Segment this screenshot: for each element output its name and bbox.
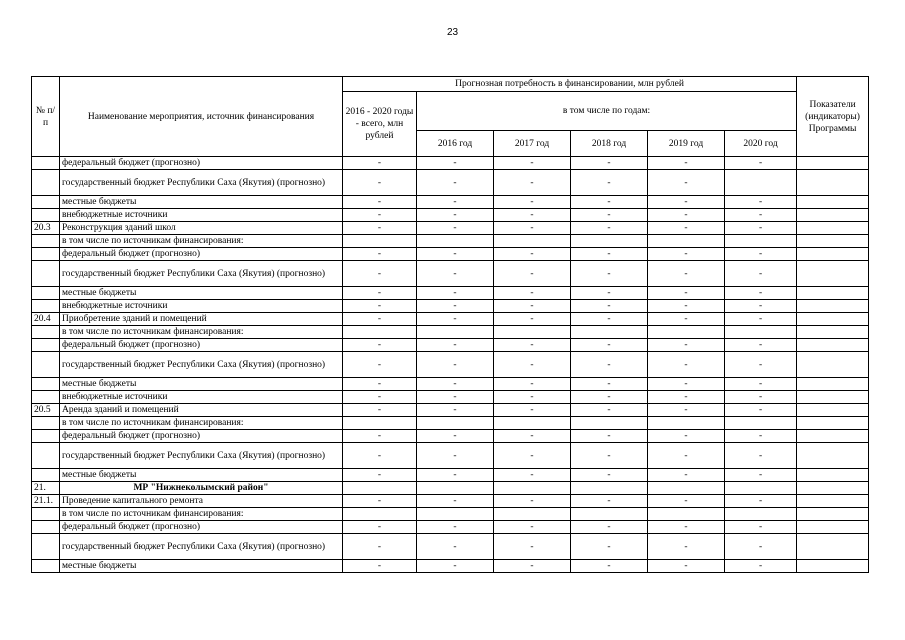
row-year-value: - <box>725 248 797 261</box>
row-year-value: - <box>648 300 725 313</box>
row-year-value: - <box>417 300 494 313</box>
row-year-value: - <box>571 391 648 404</box>
table-header <box>32 77 869 157</box>
row-year-value <box>571 508 648 521</box>
row-number <box>32 300 60 313</box>
row-year-value: - <box>648 261 725 287</box>
row-year-value: - <box>494 391 571 404</box>
row-number <box>32 339 60 352</box>
row-indicator <box>797 391 869 404</box>
row-name: в том числе по источникам финансирования: <box>60 235 343 248</box>
table-row <box>32 391 869 404</box>
row-year-value: - <box>725 391 797 404</box>
row-number <box>32 378 60 391</box>
row-year-value: - <box>648 339 725 352</box>
row-year-value: - <box>571 170 648 196</box>
row-total-value: - <box>343 157 417 170</box>
header-total: 2016 - 2020 годы - всего, млн рублей <box>343 92 417 157</box>
row-year-value: - <box>571 248 648 261</box>
row-name: внебюджетные источники <box>60 300 343 313</box>
row-year-value: - <box>571 352 648 378</box>
row-number <box>32 521 60 534</box>
row-indicator <box>797 326 869 339</box>
row-name: в том числе по источникам финансирования: <box>60 508 343 521</box>
row-name: местные бюджеты <box>60 469 343 482</box>
row-year-value: - <box>571 196 648 209</box>
row-year-value: - <box>648 534 725 560</box>
row-indicator <box>797 287 869 300</box>
row-year-value: - <box>571 339 648 352</box>
row-number <box>32 209 60 222</box>
row-year-value: - <box>494 287 571 300</box>
table-row <box>32 378 869 391</box>
row-indicator <box>797 313 869 326</box>
row-year-value <box>648 326 725 339</box>
row-name: федеральный бюджет (прогнозно) <box>60 248 343 261</box>
row-year-value: - <box>494 339 571 352</box>
row-total-value: - <box>343 443 417 469</box>
row-year-value: - <box>725 339 797 352</box>
header-year: 2019 год <box>648 131 725 157</box>
row-year-value: - <box>648 157 725 170</box>
header-year: 2017 год <box>494 131 571 157</box>
row-year-value: - <box>571 209 648 222</box>
row-name: федеральный бюджет (прогнозно) <box>60 521 343 534</box>
row-year-value: - <box>571 222 648 235</box>
row-year-value: - <box>725 469 797 482</box>
row-number <box>32 391 60 404</box>
row-total-value: - <box>343 170 417 196</box>
row-year-value: - <box>494 560 571 573</box>
row-indicator <box>797 469 869 482</box>
row-year-value: - <box>417 495 494 508</box>
row-year-value: - <box>417 560 494 573</box>
table-row <box>32 417 869 430</box>
row-year-value: - <box>417 287 494 300</box>
row-year-value: - <box>648 391 725 404</box>
row-name: МР "Нижнеколымский район" <box>60 482 343 495</box>
header-year: 2020 год <box>725 131 797 157</box>
row-year-value: - <box>725 534 797 560</box>
row-total-value: - <box>343 352 417 378</box>
row-number: 20.5 <box>32 404 60 417</box>
row-year-value: - <box>494 313 571 326</box>
row-year-value: - <box>417 430 494 443</box>
row-total-value: - <box>343 469 417 482</box>
row-name: в том числе по источникам финансирования: <box>60 417 343 430</box>
table-row <box>32 157 869 170</box>
row-year-value: - <box>571 378 648 391</box>
table-row <box>32 339 869 352</box>
row-year-value: - <box>494 209 571 222</box>
row-year-value: - <box>494 495 571 508</box>
row-indicator <box>797 222 869 235</box>
table-row <box>32 534 869 560</box>
row-indicator <box>797 482 869 495</box>
row-total-value: - <box>343 300 417 313</box>
row-year-value: - <box>725 352 797 378</box>
row-year-value: - <box>648 404 725 417</box>
page-number: 23 <box>446 27 459 38</box>
row-year-value: - <box>417 222 494 235</box>
row-year-value: - <box>725 404 797 417</box>
row-name: внебюджетные источники <box>60 209 343 222</box>
row-indicator <box>797 248 869 261</box>
row-total-value: - <box>343 287 417 300</box>
row-year-value <box>725 417 797 430</box>
row-indicator <box>797 430 869 443</box>
table-row <box>32 443 869 469</box>
row-indicator <box>797 196 869 209</box>
table-row <box>32 469 869 482</box>
row-year-value <box>417 417 494 430</box>
row-year-value: - <box>648 560 725 573</box>
row-year-value: - <box>648 313 725 326</box>
row-number <box>32 170 60 196</box>
row-year-value: - <box>417 391 494 404</box>
row-name: федеральный бюджет (прогнозно) <box>60 157 343 170</box>
row-year-value: - <box>725 209 797 222</box>
row-year-value: - <box>571 521 648 534</box>
row-year-value: - <box>725 560 797 573</box>
row-year-value <box>571 417 648 430</box>
row-number <box>32 469 60 482</box>
row-year-value: - <box>725 196 797 209</box>
row-year-value: - <box>417 469 494 482</box>
row-year-value: - <box>417 521 494 534</box>
row-year-value: - <box>417 378 494 391</box>
row-number: 21. <box>32 482 60 495</box>
row-indicator <box>797 417 869 430</box>
row-number <box>32 430 60 443</box>
row-name: Реконструкция зданий школ <box>60 222 343 235</box>
row-total-value <box>343 417 417 430</box>
row-year-value <box>494 326 571 339</box>
table-row <box>32 261 869 287</box>
row-total-value <box>343 482 417 495</box>
row-year-value: - <box>648 521 725 534</box>
row-total-value: - <box>343 430 417 443</box>
row-indicator <box>797 404 869 417</box>
row-year-value <box>648 482 725 495</box>
row-name: в том числе по источникам финансирования: <box>60 326 343 339</box>
row-indicator <box>797 508 869 521</box>
table-row <box>32 170 869 196</box>
row-total-value: - <box>343 248 417 261</box>
header-by-years: в том числе по годам: <box>417 92 797 131</box>
row-indicator <box>797 209 869 222</box>
row-year-value: - <box>417 534 494 560</box>
row-indicator <box>797 443 869 469</box>
table-row <box>32 313 869 326</box>
row-year-value: - <box>725 261 797 287</box>
row-year-value: - <box>571 157 648 170</box>
row-year-value: - <box>648 430 725 443</box>
row-number <box>32 534 60 560</box>
row-year-value: - <box>648 248 725 261</box>
row-year-value <box>571 235 648 248</box>
row-year-value: - <box>417 313 494 326</box>
row-year-value: - <box>494 430 571 443</box>
row-year-value: - <box>571 430 648 443</box>
row-indicator <box>797 495 869 508</box>
row-total-value: - <box>343 521 417 534</box>
row-year-value <box>417 508 494 521</box>
row-year-value: - <box>648 469 725 482</box>
row-total-value: - <box>343 560 417 573</box>
row-year-value <box>494 482 571 495</box>
row-year-value <box>494 235 571 248</box>
row-name: внебюджетные источники <box>60 391 343 404</box>
row-year-value: - <box>571 560 648 573</box>
row-name: местные бюджеты <box>60 560 343 573</box>
row-year-value: - <box>648 222 725 235</box>
row-number <box>32 196 60 209</box>
table-row <box>32 508 869 521</box>
row-year-value <box>725 326 797 339</box>
row-year-value: - <box>648 287 725 300</box>
row-year-value: - <box>417 404 494 417</box>
row-year-value: - <box>725 378 797 391</box>
header-year: 2016 год <box>417 131 494 157</box>
row-year-value: - <box>571 404 648 417</box>
row-year-value: - <box>648 352 725 378</box>
row-total-value: - <box>343 495 417 508</box>
row-number <box>32 352 60 378</box>
row-total-value: - <box>343 313 417 326</box>
row-year-value <box>417 235 494 248</box>
row-indicator <box>797 261 869 287</box>
row-name: федеральный бюджет (прогнозно) <box>60 430 343 443</box>
row-year-value: - <box>417 170 494 196</box>
row-year-value: - <box>648 378 725 391</box>
row-year-value: - <box>494 170 571 196</box>
row-year-value: - <box>725 443 797 469</box>
row-year-value: - <box>494 352 571 378</box>
table-row <box>32 196 869 209</box>
row-year-value: - <box>648 196 725 209</box>
row-number: 20.4 <box>32 313 60 326</box>
row-total-value: - <box>343 261 417 287</box>
row-year-value: - <box>571 495 648 508</box>
row-year-value <box>725 170 797 196</box>
row-number <box>32 261 60 287</box>
row-year-value <box>725 235 797 248</box>
row-year-value: - <box>417 443 494 469</box>
row-year-value: - <box>494 404 571 417</box>
row-year-value: - <box>417 157 494 170</box>
row-total-value: - <box>343 534 417 560</box>
row-number <box>32 157 60 170</box>
row-year-value: - <box>571 469 648 482</box>
table-row <box>32 404 869 417</box>
row-year-value: - <box>571 313 648 326</box>
row-year-value <box>494 508 571 521</box>
row-year-value: - <box>494 222 571 235</box>
row-year-value: - <box>494 248 571 261</box>
row-name: государственный бюджет Республики Саха (Якутия) (прогнозно) <box>60 534 343 560</box>
row-year-value: - <box>725 287 797 300</box>
table-row <box>32 209 869 222</box>
row-total-value: - <box>343 209 417 222</box>
row-indicator <box>797 339 869 352</box>
row-year-value: - <box>417 248 494 261</box>
row-indicator <box>797 534 869 560</box>
row-name: федеральный бюджет (прогнозно) <box>60 339 343 352</box>
row-number <box>32 287 60 300</box>
table-body <box>32 157 869 573</box>
table-row <box>32 222 869 235</box>
row-year-value: - <box>648 495 725 508</box>
row-total-value: - <box>343 378 417 391</box>
row-indicator <box>797 352 869 378</box>
row-number <box>32 326 60 339</box>
row-year-value: - <box>725 495 797 508</box>
row-year-value: - <box>494 378 571 391</box>
table-row <box>32 248 869 261</box>
header-year: 2018 год <box>571 131 648 157</box>
row-year-value: - <box>571 534 648 560</box>
funding-table <box>31 76 869 573</box>
row-number <box>32 248 60 261</box>
table-row <box>32 352 869 378</box>
table-row <box>32 430 869 443</box>
row-year-value: - <box>648 443 725 469</box>
row-total-value: - <box>343 404 417 417</box>
row-year-value: - <box>417 196 494 209</box>
row-name: государственный бюджет Республики Саха (Якутия) (прогнозно) <box>60 443 343 469</box>
table-row <box>32 521 869 534</box>
row-name: местные бюджеты <box>60 378 343 391</box>
table-row <box>32 235 869 248</box>
row-name: местные бюджеты <box>60 287 343 300</box>
row-year-value: - <box>571 443 648 469</box>
row-year-value: - <box>571 261 648 287</box>
row-number <box>32 508 60 521</box>
header-num: № п/п <box>32 77 60 157</box>
row-year-value <box>417 482 494 495</box>
row-year-value <box>648 235 725 248</box>
row-year-value: - <box>494 157 571 170</box>
table-row <box>32 495 869 508</box>
row-year-value <box>571 326 648 339</box>
row-year-value <box>648 417 725 430</box>
table-row <box>32 560 869 573</box>
row-year-value: - <box>648 209 725 222</box>
row-year-value: - <box>571 287 648 300</box>
row-indicator <box>797 300 869 313</box>
row-number: 20.3 <box>32 222 60 235</box>
row-year-value: - <box>571 300 648 313</box>
row-name: государственный бюджет Республики Саха (Якутия) (прогнозно) <box>60 261 343 287</box>
row-year-value: - <box>494 443 571 469</box>
row-indicator <box>797 170 869 196</box>
row-name: Приобретение зданий и помещений <box>60 313 343 326</box>
row-year-value: - <box>417 209 494 222</box>
header-funding-group: Прогнозная потребность в финансировании, млн рублей <box>343 77 797 92</box>
row-name: Аренда зданий и помещений <box>60 404 343 417</box>
row-number <box>32 417 60 430</box>
row-indicator <box>797 560 869 573</box>
row-indicator <box>797 378 869 391</box>
row-year-value: - <box>494 300 571 313</box>
row-year-value: - <box>725 300 797 313</box>
row-year-value: - <box>417 261 494 287</box>
row-name: местные бюджеты <box>60 196 343 209</box>
table-row <box>32 300 869 313</box>
row-total-value <box>343 508 417 521</box>
table-row <box>32 326 869 339</box>
row-total-value: - <box>343 391 417 404</box>
row-year-value <box>648 508 725 521</box>
row-year-value: - <box>494 521 571 534</box>
row-indicator <box>797 157 869 170</box>
row-total-value: - <box>343 222 417 235</box>
row-year-value <box>417 326 494 339</box>
row-year-value: - <box>725 157 797 170</box>
row-year-value: - <box>417 339 494 352</box>
row-total-value <box>343 235 417 248</box>
row-year-value: - <box>494 196 571 209</box>
table-row <box>32 287 869 300</box>
row-year-value <box>725 482 797 495</box>
row-total-value: - <box>343 339 417 352</box>
row-total-value <box>343 326 417 339</box>
row-year-value: - <box>494 534 571 560</box>
row-year-value: - <box>417 352 494 378</box>
row-name: Проведение капитального ремонта <box>60 495 343 508</box>
row-indicator <box>797 235 869 248</box>
row-indicator <box>797 521 869 534</box>
row-name: государственный бюджет Республики Саха (Якутия) (прогнозно) <box>60 352 343 378</box>
row-year-value: - <box>494 261 571 287</box>
row-number <box>32 235 60 248</box>
row-year-value <box>571 482 648 495</box>
row-year-value: - <box>725 313 797 326</box>
row-number <box>32 560 60 573</box>
header-indicators: Показатели (индикаторы) Программы <box>797 77 869 157</box>
row-number: 21.1. <box>32 495 60 508</box>
row-year-value: - <box>494 469 571 482</box>
row-year-value: - <box>725 222 797 235</box>
row-number <box>32 443 60 469</box>
row-year-value: - <box>725 430 797 443</box>
row-name: государственный бюджет Республики Саха (Якутия) (прогнозно) <box>60 170 343 196</box>
table-row <box>32 482 869 495</box>
row-year-value <box>494 417 571 430</box>
row-year-value: - <box>725 521 797 534</box>
header-name: Наименование мероприятия, источник финансирования <box>60 77 343 157</box>
row-total-value: - <box>343 196 417 209</box>
row-year-value: - <box>648 170 725 196</box>
row-year-value <box>725 508 797 521</box>
